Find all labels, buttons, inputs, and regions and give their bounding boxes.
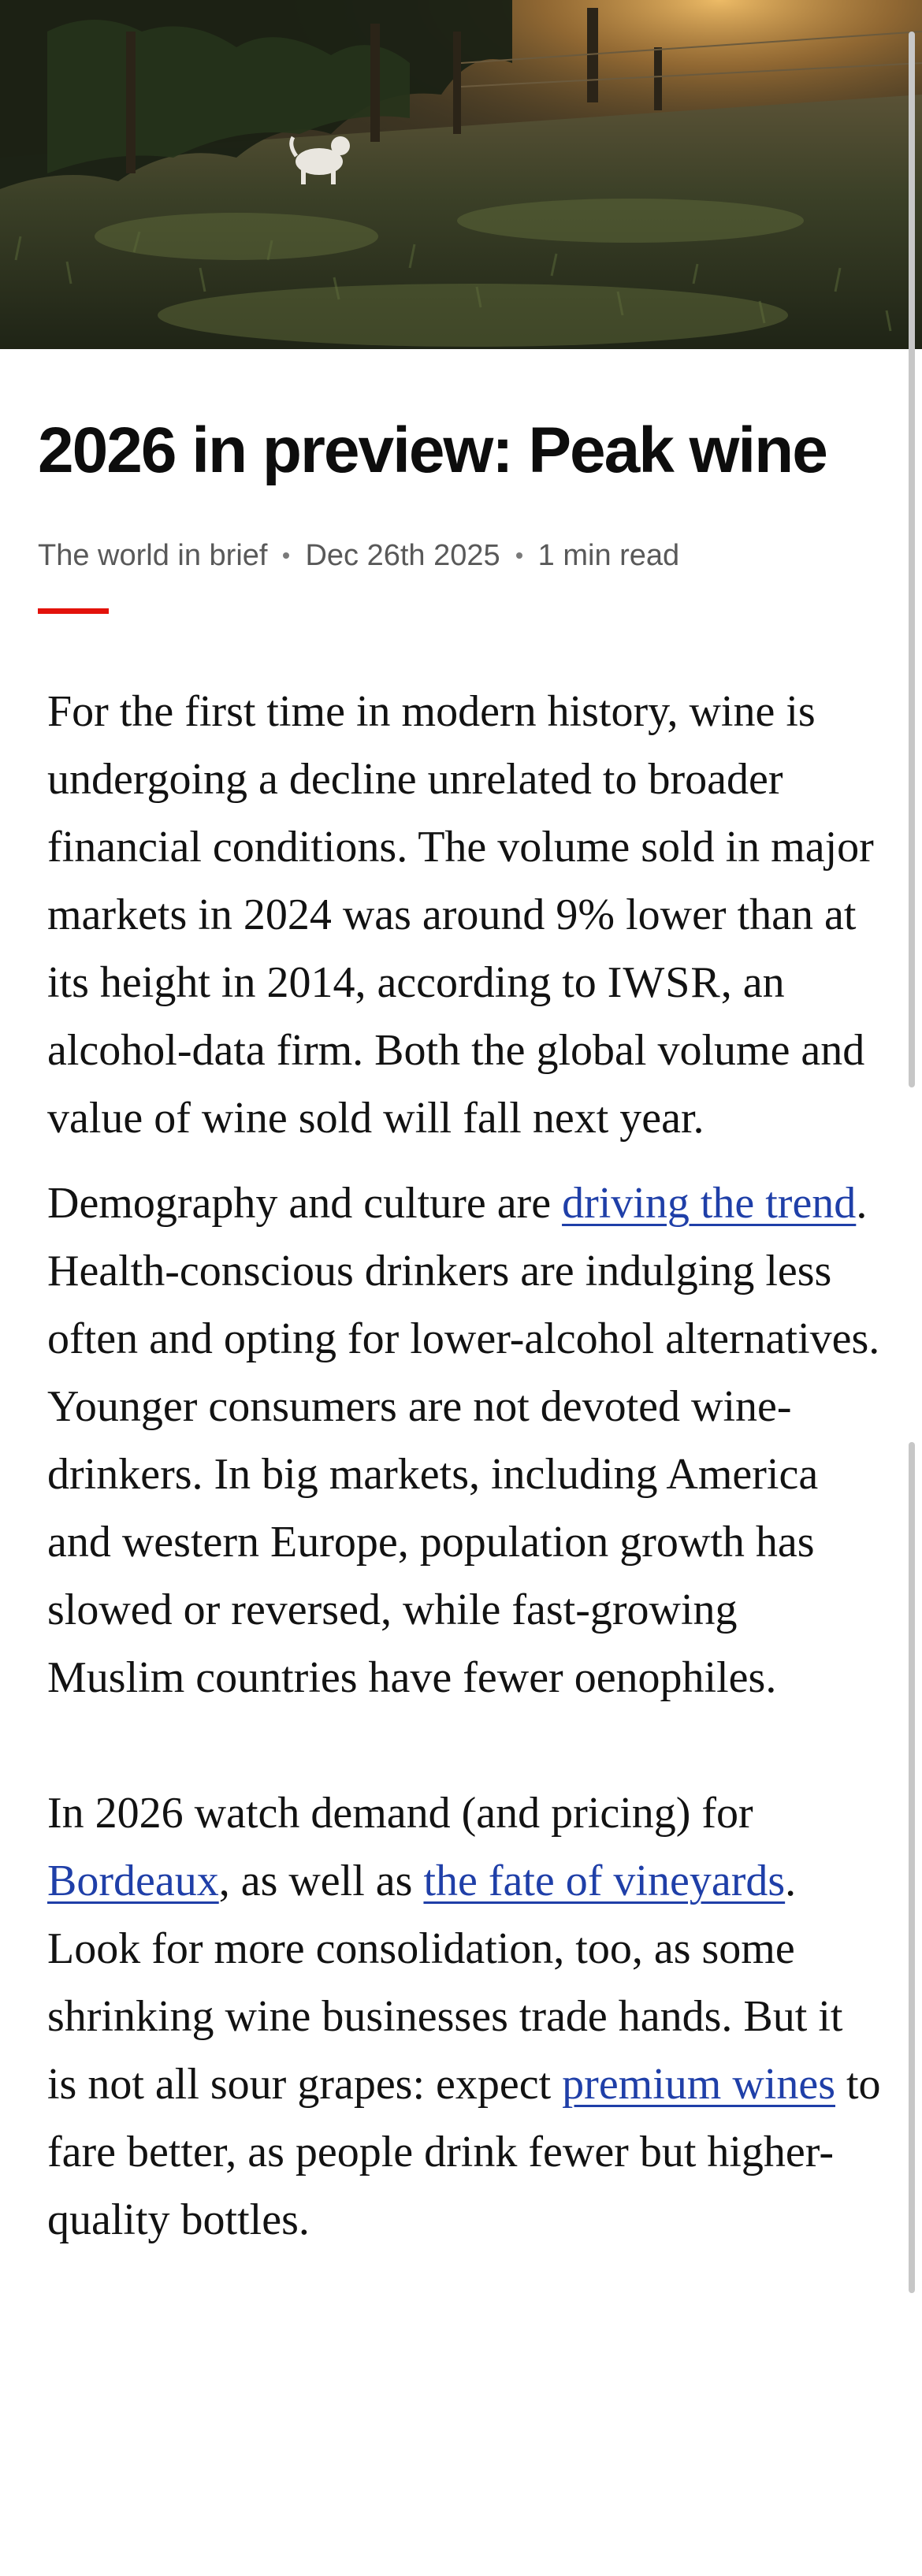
paragraph-text: , as well as (218, 1857, 424, 1905)
separator-dot-icon (516, 552, 522, 559)
article-meta (38, 536, 679, 575)
iwsr-abbreviation: IWSR (607, 958, 721, 1007)
link-fate-of-vineyards[interactable]: the fate of vineyards (423, 1857, 786, 1905)
hero-image (0, 0, 922, 349)
scrollbar-thumb[interactable] (909, 32, 915, 1087)
paragraph-3 (47, 1779, 883, 2254)
paragraph-text: Demography and culture are (47, 1179, 563, 1228)
read-time: 1 min read (537, 538, 680, 572)
paragraph-text: . Look for more consolidation, too, as some shrinking wine businesses trade hands. But it is not all sour grapes: expect (47, 1857, 843, 2109)
scrollbar-thumb-secondary[interactable] (909, 1442, 915, 2293)
paragraph-text: For the first time in modern history, wine is undergoing a decline unrelated to broader financial conditions. The volume sold in major markets in 2024 was around 9% lower than at its height in 2014, according to (47, 687, 874, 1007)
paragraph-1 (47, 678, 883, 1152)
link-bordeaux[interactable]: Bordeaux (47, 1857, 219, 1905)
paragraph-2 (47, 1169, 883, 1712)
separator-dot-icon (283, 552, 289, 559)
paragraph-text: , an alcohol-data firm. Both the global volume and value of wine sold will fall next year. (47, 958, 865, 1143)
vineyard-photo (0, 0, 922, 349)
section-link[interactable]: The world in brief (38, 538, 268, 572)
accent-rule (38, 608, 109, 614)
paragraph-text: . Health-conscious drinkers are indulging less often and opting for lower-alcohol alternatives. Younger consumers are not devoted wine-drinkers. In big markets, including America and western Europe, population growth has slowed or reversed, while fast-growing Muslim countries have fewer oenophiles. (47, 1179, 880, 1702)
link-driving-the-trend[interactable]: driving the trend (562, 1179, 857, 1228)
paragraph-text: In 2026 watch demand (and pricing) for (47, 1789, 753, 1838)
paragraph-text: to fare better, as people drink fewer but higher-quality bottles. (47, 2060, 881, 2244)
article-body (47, 678, 883, 2254)
publish-date: Dec 26th 2025 (305, 538, 500, 572)
article-headline: 2026 in preview: Peak wine (38, 414, 827, 486)
link-premium-wines[interactable]: premium wines (562, 2060, 835, 2109)
